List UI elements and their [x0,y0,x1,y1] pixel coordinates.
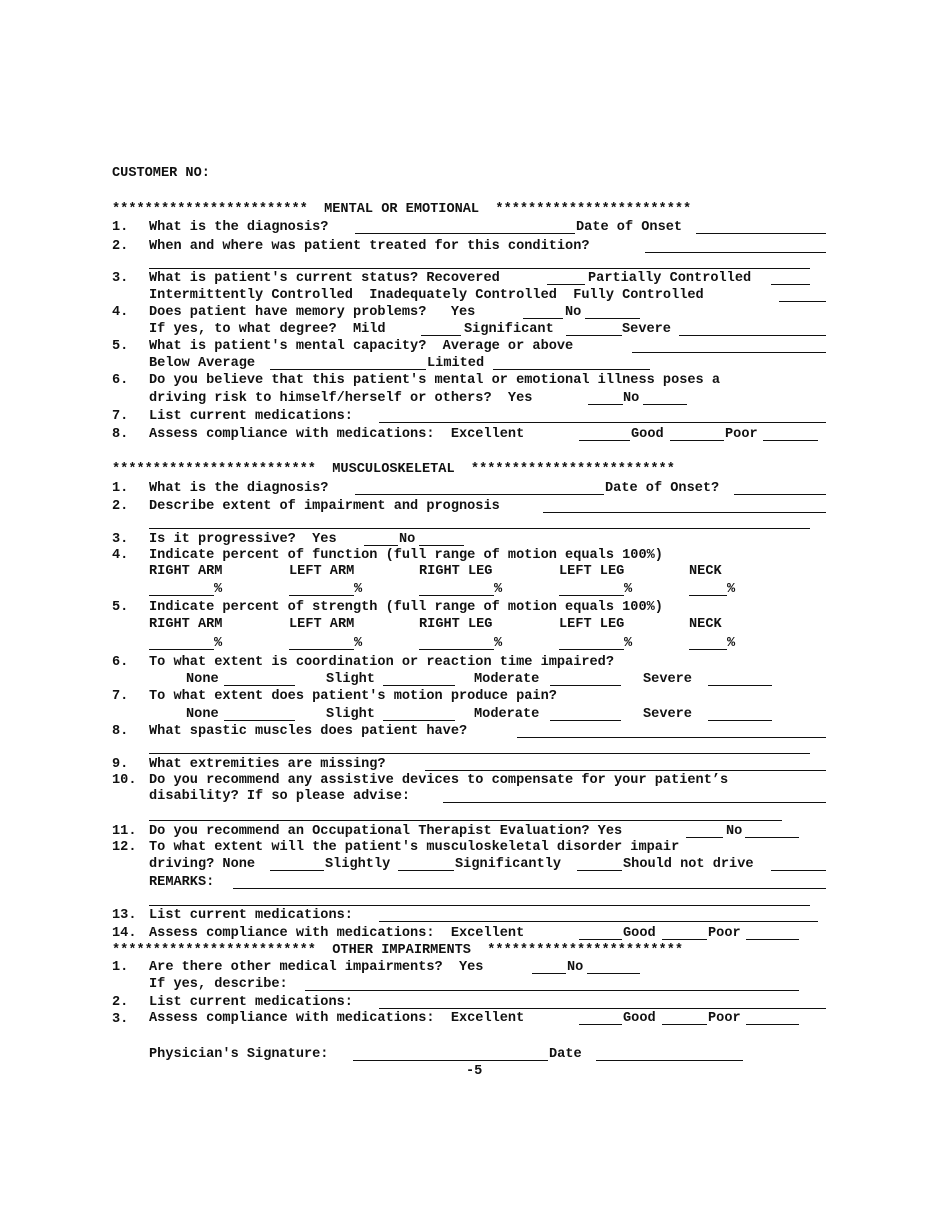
poor-field[interactable] [746,1024,799,1025]
progressive-no-field[interactable] [419,545,464,546]
severe-label: Severe [622,322,671,337]
excellent-field[interactable] [579,939,622,940]
question-text: disability? If so please advise: [149,789,411,804]
excellent-field[interactable] [579,1024,622,1025]
question-number: 8. [112,724,129,739]
limited-label: Limited [427,356,485,371]
impairment-field[interactable] [543,512,826,513]
no-label: No [567,960,584,975]
question-text: List current medications: [149,995,353,1010]
question-number: 7. [112,409,129,424]
memory-no-field[interactable] [585,318,640,319]
remarks-label: REMARKS: [149,875,215,890]
other-yes-field[interactable] [532,973,566,974]
question-number: 5. [112,339,129,354]
medications-field[interactable] [379,422,826,423]
question-number: 10. [112,773,137,788]
coordination-slight-field[interactable] [383,685,455,686]
strength-right-arm-field[interactable] [149,649,214,650]
severe-label: Severe [643,672,692,687]
question-number: 4. [112,305,129,320]
percent-sign: % [494,636,503,651]
percent-sign: % [624,636,633,651]
function-right-leg-field[interactable] [419,595,494,596]
pain-severe-field[interactable] [708,720,772,721]
ot-no-field[interactable] [745,837,799,838]
question-text: What extremities are missing? [149,757,386,772]
other-no-field[interactable] [587,973,640,974]
recovered-field[interactable] [547,284,585,285]
strength-left-leg-field[interactable] [559,649,624,650]
remarks-field[interactable] [233,888,826,889]
impair-slightly-field[interactable] [398,870,454,871]
limb-label-right-arm: RIGHT ARM [149,564,223,579]
question-number: 14. [112,926,137,941]
poor-label: Poor [725,427,758,442]
should-not-drive-label: Should not drive [623,857,754,872]
limb-label-neck: NECK [689,564,722,579]
memory-yes-field[interactable] [523,318,563,319]
limb-label-left-arm: LEFT ARM [289,617,355,632]
question-text: Indicate percent of function (full range of motion equals 100%) [149,548,663,563]
percent-sign: % [624,582,633,597]
pain-slight-field[interactable] [383,720,455,721]
missing-extremities-field[interactable] [425,770,826,771]
question-text: What is patient's current status? Recovered [149,271,500,286]
describe-field[interactable] [305,990,799,991]
question-number: 6. [112,655,129,670]
excellent-field[interactable] [579,440,630,441]
poor-field[interactable] [746,939,799,940]
should-not-drive-field[interactable] [771,870,826,871]
musculoskeletal-section-header: ************************* MUSCULOSKELETAL ************************* [112,462,675,477]
function-right-arm-field[interactable] [149,595,214,596]
impair-none-field[interactable] [270,870,324,871]
fully-controlled-field[interactable] [779,301,826,302]
question-text: To what extent does patient's motion produce pain? [149,689,557,704]
medications-field[interactable] [379,921,818,922]
question-number: 2. [112,499,129,514]
medications-field[interactable] [379,1008,826,1009]
partially-controlled-field[interactable] [771,284,810,285]
spastic-muscles-field-line2[interactable] [149,753,810,754]
question-number: 11. [112,824,137,839]
percent-sign: % [214,636,223,651]
date-label: Date [549,1047,582,1062]
question-text: Assess compliance with medications: Excellent [149,926,525,941]
question-text: What is the diagnosis? [149,220,329,235]
question-text: Indicate percent of strength (full range of motion equals 100%) [149,600,663,615]
diagnosis-field[interactable] [355,494,604,495]
below-average-label: Below Average [149,356,256,371]
question-number: 9. [112,757,129,772]
percent-sign: % [354,582,363,597]
question-number: 6. [112,373,129,388]
question-number: 3. [112,532,129,547]
date-of-onset-label: Date of Onset? [605,481,720,496]
percent-sign: % [494,582,503,597]
date-of-onset-field[interactable] [696,233,826,234]
limb-label-right-leg: RIGHT LEG [419,564,493,579]
question-text: driving risk to himself/herself or others? Yes [149,391,533,406]
limited-field[interactable] [493,369,650,370]
question-text: Do you recommend an Occupational Therapist Evaluation? Yes [149,824,623,839]
significant-label: Significant [464,322,554,337]
date-of-onset-label: Date of Onset [576,220,683,235]
status-options-text: Intermittently Controlled Inadequately Controlled Fully Controlled [149,288,704,303]
no-label: No [565,305,582,320]
question-text: When and where was patient treated for this condition? [149,239,590,254]
treatment-field-line2[interactable] [149,268,810,269]
ot-yes-field[interactable] [686,837,723,838]
progressive-yes-field[interactable] [364,545,398,546]
question-text: List current medications: [149,908,353,923]
poor-label: Poor [708,1011,741,1026]
question-text: To what extent will the patient's musculoskeletal disorder impair [149,840,680,855]
signature-field[interactable] [353,1060,548,1061]
question-number: 12. [112,840,137,855]
coordination-severe-field[interactable] [708,685,772,686]
spastic-muscles-field[interactable] [517,737,826,738]
no-label: No [726,824,743,839]
question-text: Describe extent of impairment and prognosis [149,499,500,514]
impair-significantly-field[interactable] [577,870,622,871]
question-text: Do you believe that this patient's mental or emotional illness poses a [149,373,721,388]
slightly-label: Slightly [325,857,391,872]
mild-field[interactable] [421,335,461,336]
assistive-devices-field-line2[interactable] [149,820,782,821]
pain-none-field[interactable] [224,720,295,721]
signature-label: Physician's Signature: [149,1047,329,1062]
question-number: 2. [112,995,129,1010]
question-text: Do you recommend any assistive devices to compensate for your patient’s [149,773,729,788]
question-text: Are there other medical impairments? Yes [149,960,484,975]
risk-no-field[interactable] [643,404,687,405]
no-label: No [623,391,640,406]
limb-label-left-leg: LEFT LEG [559,617,625,632]
question-text: To what extent is coordination or reaction time impaired? [149,655,614,670]
question-number: 1. [112,481,129,496]
customer-no-label: CUSTOMER NO: [112,166,210,181]
no-label: No [399,532,416,547]
question-number: 7. [112,689,129,704]
question-number: 3. [112,1012,129,1027]
question-number: 1. [112,220,129,235]
question-text: If yes, to what degree? Mild [149,322,386,337]
question-text: Assess compliance with medications: Excellent [149,427,525,442]
slight-label: Slight [326,672,375,687]
question-number: 4. [112,548,129,563]
function-left-leg-field[interactable] [559,595,624,596]
question-number: 13. [112,908,137,923]
strength-left-arm-field[interactable] [289,649,354,650]
risk-yes-field[interactable] [588,404,623,405]
none-label: None [186,707,219,722]
question-text: Assess compliance with medications: Excellent [149,1011,525,1026]
good-label: Good [631,427,664,442]
good-label: Good [623,926,656,941]
describe-label: If yes, describe: [149,977,288,992]
limb-label-left-arm: LEFT ARM [289,564,355,579]
good-field[interactable] [670,440,724,441]
percent-sign: % [354,636,363,651]
question-text: List current medications: [149,409,353,424]
limb-label-right-leg: RIGHT LEG [419,617,493,632]
moderate-label: Moderate [474,707,540,722]
severe-label: Severe [643,707,692,722]
significantly-label: Significantly [455,857,562,872]
question-number: 5. [112,600,129,615]
strength-right-leg-field[interactable] [419,649,494,650]
question-text: Is it progressive? Yes [149,532,337,547]
diagnosis-field[interactable] [355,233,575,234]
mental-section-header: ************************ MENTAL OR EMOTIONAL ************************ [112,202,692,217]
limb-label-neck: NECK [689,617,722,632]
other-section-header: ************************* OTHER IMPAIRMENTS ************************ [112,943,684,958]
treatment-field[interactable] [645,252,826,253]
severe-field[interactable] [679,335,826,336]
limb-label-right-arm: RIGHT ARM [149,617,223,632]
question-number: 2. [112,239,129,254]
percent-sign: % [727,636,736,651]
good-label: Good [623,1011,656,1026]
good-field[interactable] [662,939,707,940]
date-of-onset-field[interactable] [734,494,826,495]
question-number: 1. [112,960,129,975]
question-number: 8. [112,427,129,442]
below-average-field[interactable] [270,369,426,370]
remarks-field-line2[interactable] [149,905,810,906]
good-field[interactable] [662,1024,707,1025]
page-number: -5 [466,1064,483,1079]
function-left-arm-field[interactable] [289,595,354,596]
pain-moderate-field[interactable] [550,720,621,721]
question-number: 3. [112,271,129,286]
slight-label: Slight [326,707,375,722]
limb-label-left-leg: LEFT LEG [559,564,625,579]
significant-field[interactable] [566,335,622,336]
question-text: What is patient's mental capacity? Average or above [149,339,574,354]
assistive-devices-field[interactable] [443,802,826,803]
coordination-moderate-field[interactable] [550,685,621,686]
question-text: What is the diagnosis? [149,481,329,496]
none-label: None [186,672,219,687]
strength-neck-field[interactable] [689,649,727,650]
percent-sign: % [727,582,736,597]
impairment-field-line2[interactable] [149,528,810,529]
function-neck-field[interactable] [689,595,727,596]
question-text: Does patient have memory problems? Yes [149,305,476,320]
poor-label: Poor [708,926,741,941]
poor-field[interactable] [763,440,818,441]
question-text: What spastic muscles does patient have? [149,724,468,739]
partially-controlled-label: Partially Controlled [588,271,752,286]
percent-sign: % [214,582,223,597]
average-or-above-field[interactable] [632,352,826,353]
moderate-label: Moderate [474,672,540,687]
question-text: driving? None [149,857,256,872]
coordination-none-field[interactable] [224,685,295,686]
date-field[interactable] [596,1060,743,1061]
